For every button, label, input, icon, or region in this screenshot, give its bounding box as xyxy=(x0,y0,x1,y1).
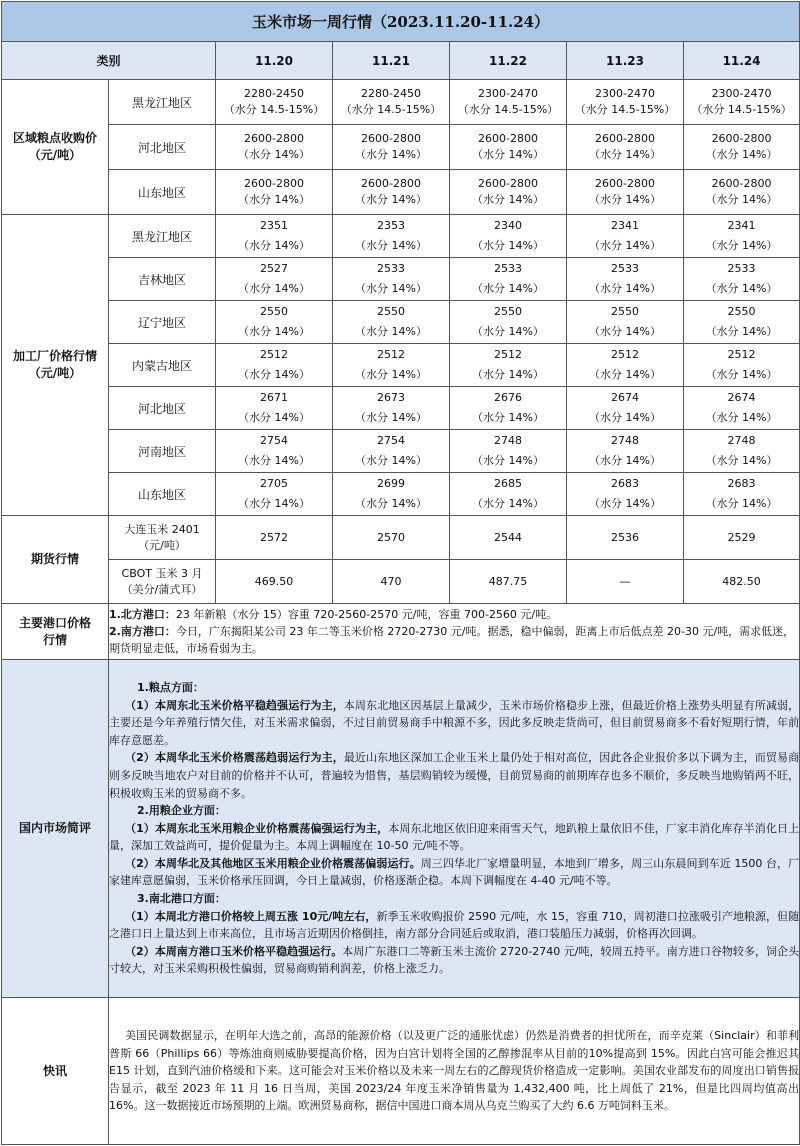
futures-value: 470 xyxy=(333,560,450,604)
port-north xyxy=(109,606,799,623)
futures-value: 2544 xyxy=(450,516,567,560)
futures-value: 469.50 xyxy=(216,560,333,604)
price-cell: 2351 （水分 14%） xyxy=(216,215,333,258)
region-cell: 黑龙江地区 xyxy=(109,215,216,258)
futures-contract-unit: （元/吨） xyxy=(138,538,186,552)
futures-value: 2529 xyxy=(684,516,800,560)
price-cell: 2533 （水分 14%） xyxy=(684,258,800,301)
price-cell: 2341 （水分 14%） xyxy=(567,215,684,258)
commentary-paragraph: （1）本周北方港口价格较上周五涨 10元/吨左右，新季玉米收购报价 2590 元/吨，水 15，容重 710，周初港口拉涨吸引产地粮源，但随之港口日上量达到上市来高位，且市场言近期因价格倒挂，南方部分合同延后或取消，港口装船压力减弱，价格再次回调。 xyxy=(109,909,800,941)
price-cell: 2550 （水分 14%） xyxy=(216,301,333,344)
flash-content xyxy=(109,998,800,1145)
commentary-section-title: 1.粮点方面： xyxy=(137,680,204,694)
price-cell: 2533 （水分 14%） xyxy=(567,258,684,301)
price-cell: 2512 （水分 14%） xyxy=(684,344,800,387)
price-cell: 2748 （水分 14%） xyxy=(684,430,800,473)
regional-purchase-label-line2: （元/吨） xyxy=(28,148,82,162)
futures-contract-name: CBOT 玉米 3 月 xyxy=(121,566,203,580)
price-cell: 2600-2800 （水分 14%） xyxy=(216,170,333,215)
date-header: 11.22 xyxy=(450,42,567,80)
region-cell: 河北地区 xyxy=(109,387,216,430)
price-cell: 2683 （水分 14%） xyxy=(567,473,684,516)
region-cell: 内蒙古地区 xyxy=(109,344,216,387)
report-title: 玉米市场一周行情（2023.11.20-11.24） xyxy=(2,2,800,42)
price-cell: 2512 （水分 14%） xyxy=(567,344,684,387)
commentary-section-title: 2.用粮企业方面： xyxy=(137,804,226,818)
futures-contract xyxy=(109,516,216,560)
price-cell: 2748 （水分 14%） xyxy=(567,430,684,473)
ports-label xyxy=(2,604,109,660)
port-south xyxy=(109,623,799,657)
price-cell: 2754 （水分 14%） xyxy=(216,430,333,473)
price-cell: 2512 （水分 14%） xyxy=(450,344,567,387)
region-cell: 黑龙江地区 xyxy=(109,80,216,125)
futures-value: 2536 xyxy=(567,516,684,560)
futures-contract-name: 大连玉米 2401 xyxy=(124,522,200,536)
corn-weekly-report-table xyxy=(1,1,800,1145)
price-cell: 2673 （水分 14%） xyxy=(333,387,450,430)
commentary-paragraph: （2）本周华北玉米价格震荡趋弱运行为主，最近山东地区深加工企业玉米上量仍处于相对高位，因此各企业报价多以下调为主，而贸易商则多反映当地农户对目前的价格并不认可，普遍较为惜售，基层购销较为缓慢，目前贸易商的前期库存也多不顺价，多反映当地购销两不旺，积极收购玉米的贸易商不多。 xyxy=(109,751,800,800)
region-cell: 辽宁地区 xyxy=(109,301,216,344)
price-cell: 2300-2470 （水分 14.5-15%） xyxy=(567,80,684,125)
price-cell: 2512 （水分 14%） xyxy=(333,344,450,387)
commentary-paragraph: （2）本周华北及其他地区玉米用粮企业价格震荡偏弱运行。周三四华北厂家增量明显，本地到厂增多，周三山东晨间到车近 1500 台，厂家建库意愿偏弱，玉米价格承压回调，今日上量减弱，价格逐渐企稳。本周下调幅度在 4-40 元/吨不等。 xyxy=(109,856,800,888)
flash-label: 快讯 xyxy=(2,998,109,1145)
ports-label-line2: 行情 xyxy=(42,632,67,647)
price-cell: 2340 （水分 14%） xyxy=(450,215,567,258)
price-cell: 2600-2800 （水分 14%） xyxy=(450,125,567,170)
futures-label: 期货行情 xyxy=(2,516,109,604)
region-cell: 河北地区 xyxy=(109,125,216,170)
region-cell: 山东地区 xyxy=(109,473,216,516)
price-cell: 2280-2450 （水分 14.5-15%） xyxy=(216,80,333,125)
price-cell: 2353 （水分 14%） xyxy=(333,215,450,258)
price-cell: 2699 （水分 14%） xyxy=(333,473,450,516)
date-header: 11.21 xyxy=(333,42,450,80)
futures-value: 2572 xyxy=(216,516,333,560)
processing-plant-label-line1: 加工厂价格行情 xyxy=(12,349,97,363)
futures-value: — xyxy=(567,560,684,604)
price-cell: 2600-2800 （水分 14%） xyxy=(216,125,333,170)
price-cell: 2600-2800 （水分 14%） xyxy=(450,170,567,215)
price-cell: 2512 （水分 14%） xyxy=(216,344,333,387)
regional-purchase-label xyxy=(2,80,109,215)
price-cell: 2754 （水分 14%） xyxy=(333,430,450,473)
commentary-section-title: 3.南北港口方面： xyxy=(137,892,226,906)
price-cell: 2600-2800 （水分 14%） xyxy=(684,170,800,215)
price-cell: 2600-2800 （水分 14%） xyxy=(567,125,684,170)
futures-value: 482.50 xyxy=(684,560,800,604)
price-cell: 2550 （水分 14%） xyxy=(567,301,684,344)
port-south-text: 今日，广东揭阳某公司 23 年二等玉米价格 2720-2730 元/吨。据悉，稳中偏弱，距离上市后低点差 20-30 元/吨，需求低迷，期货明显走低，市场看弱为主。 xyxy=(109,625,795,655)
price-cell: 2600-2800 （水分 14%） xyxy=(684,125,800,170)
region-cell: 河南地区 xyxy=(109,430,216,473)
date-header: 11.20 xyxy=(216,42,333,80)
ports-content xyxy=(109,604,800,660)
commentary-label: 国内市场简评 xyxy=(2,660,109,998)
commentary-content xyxy=(109,660,800,998)
price-cell: 2676 （水分 14%） xyxy=(450,387,567,430)
ports-label-line1: 主要港口价格 xyxy=(18,615,91,630)
port-south-heading: 2.南方港口： xyxy=(109,625,176,638)
date-header: 11.23 xyxy=(567,42,684,80)
price-cell: 2685 （水分 14%） xyxy=(450,473,567,516)
region-cell: 山东地区 xyxy=(109,170,216,215)
price-cell: 2300-2470 （水分 14.5-15%） xyxy=(684,80,800,125)
commentary-paragraph: （1）本周东北玉米价格平稳趋强运行为主，本周东北地区因基层上量减少，玉米市场价格稳步上涨，但最近价格上涨势头明显有所减弱，主要还是今年养殖行情欠佳，对玉米需求偏弱，不过目前贸易商手中粮源不多，因此多反映走货尚可，但目前贸易商多不看好短期行情，年前库存意愿差。 xyxy=(109,698,800,747)
futures-value: 487.75 xyxy=(450,560,567,604)
date-header: 11.24 xyxy=(684,42,800,80)
price-cell: 2550 （水分 14%） xyxy=(684,301,800,344)
region-cell: 吉林地区 xyxy=(109,258,216,301)
futures-contract-unit: （美分/蒲式耳） xyxy=(121,582,203,596)
price-cell: 2674 （水分 14%） xyxy=(684,387,800,430)
price-cell: 2533 （水分 14%） xyxy=(333,258,450,301)
price-cell: 2600-2800 （水分 14%） xyxy=(333,125,450,170)
price-cell: 2550 （水分 14%） xyxy=(450,301,567,344)
commentary-paragraph: （1）本周东北玉米用粮企业价格震荡偏强运行为主，本周东北地区依旧迎来雨雪天气，地趴粮上量依旧不佳，厂家丰消化库存半消化日上量，深加工效益尚可，提价促量为主。本周上调幅度在 10-50 元/吨不等。 xyxy=(109,821,800,853)
price-cell: 2748 （水分 14%） xyxy=(450,430,567,473)
price-cell: 2341 （水分 14%） xyxy=(684,215,800,258)
processing-plant-label xyxy=(2,215,109,516)
price-cell: 2671 （水分 14%） xyxy=(216,387,333,430)
futures-contract xyxy=(109,560,216,604)
processing-plant-label-line2: （元/吨） xyxy=(28,366,82,380)
price-cell: 2533 （水分 14%） xyxy=(450,258,567,301)
price-cell: 2674 （水分 14%） xyxy=(567,387,684,430)
price-cell: 2300-2470 （水分 14.5-15%） xyxy=(450,80,567,125)
price-cell: 2600-2800 （水分 14%） xyxy=(333,170,450,215)
port-north-text: 23 年新粮（水分 15）容重 720-2560-2570 元/吨，容重 700-2560 元/吨。 xyxy=(175,608,558,621)
price-cell: 2280-2450 （水分 14.5-15%） xyxy=(333,80,450,125)
price-cell: 2550 （水分 14%） xyxy=(333,301,450,344)
regional-purchase-label-line1: 区域粮点收购价 xyxy=(12,131,97,145)
category-header: 类别 xyxy=(2,42,216,80)
port-north-heading: 1.北方港口： xyxy=(109,608,176,621)
price-cell: 2527 （水分 14%） xyxy=(216,258,333,301)
price-cell: 2705 （水分 14%） xyxy=(216,473,333,516)
price-cell: 2600-2800 （水分 14%） xyxy=(567,170,684,215)
commentary-paragraph: （2）本周南方港口玉米价格平稳趋强运行。本周广东港口二等新玉米主流价 2720-2740 元/吨，较周五持平。南方进口谷物较多，饲企头寸较大，对玉米采购积极性偏弱，贸易商购销利润差，价格上涨乏力。 xyxy=(109,944,800,976)
futures-value: 2570 xyxy=(333,516,450,560)
flash-text: 美国民调数据显示，在明年大选之前，高昂的能源价格（以及更广泛的通胀忧虑）仍然是消费者的担忧所在，而辛克莱（Sinclair）和菲利普斯 66（Phillips 66）等炼油商则威胁要提高价格，因为白宫计划将全国的乙醇掺混率从目前的10%提高到 15%。因此白宫可能会推迟其 E15 计划，直到汽油价格缓和下来。这可能会对玉米价格以及未来一周左右的乙醇现货价格造成一定影响。美国农业部发布的周度出口销售报告显示，截至 2023 年 11 月 16 日当周，美国 2023/24 年度玉米净销售量为 1,432,400 吨，比上周低了 21%，但是比四周均值高出 16%。这一数据接近市场预期的上端。欧洲贸易商称，据信中国进口商本周从乌克兰购买了大约 6.6 万吨饲料玉米。 xyxy=(109,1029,800,1113)
price-cell: 2683 （水分 14%） xyxy=(684,473,800,516)
